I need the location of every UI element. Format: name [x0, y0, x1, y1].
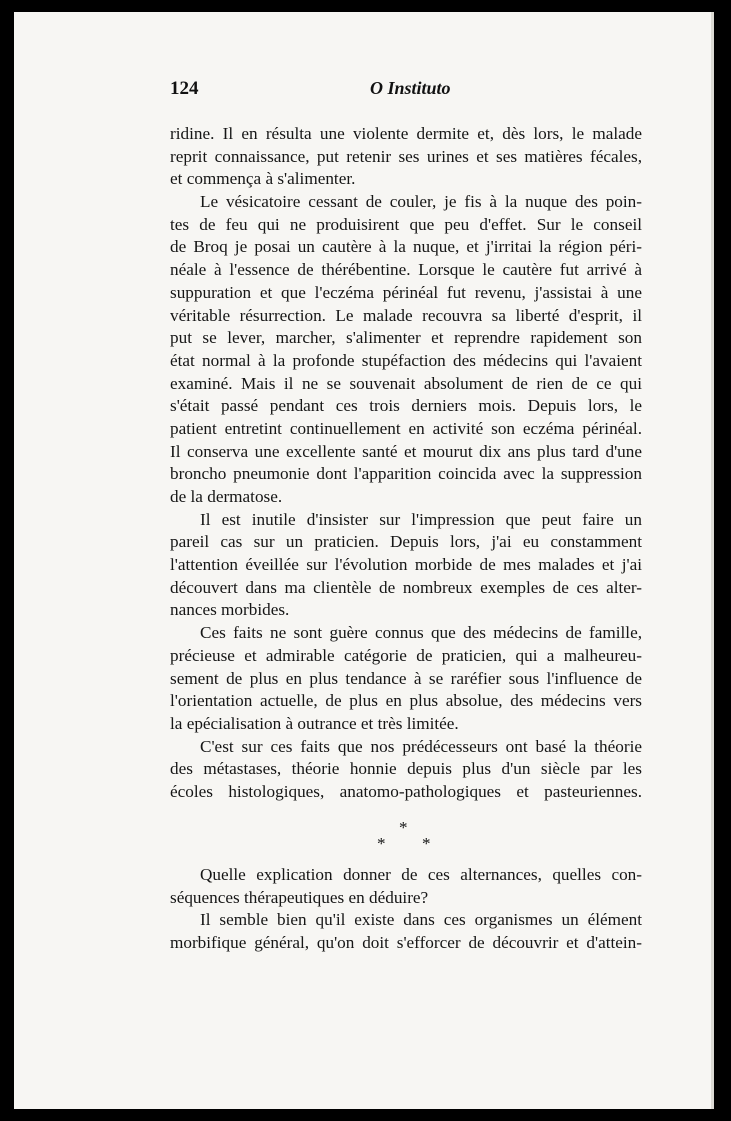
text-line: s'était passé pendant ces trois derniers mois. Depuis lors, le	[170, 396, 642, 416]
body-text-continued	[170, 864, 642, 955]
text-line: de la dermatose.	[170, 487, 283, 506]
text-line: écoles histologiques, anatomo-pathologiques et pasteuriennes.	[170, 781, 642, 801]
text-line: de Broq je posai un cautère à la nuque, et j'irritai la région péri-	[170, 237, 642, 257]
body-text	[170, 123, 642, 804]
text-line: Le vésicatoire cessant de couler, je fis à la nuque des poin-	[200, 192, 642, 212]
text-line: la epécialisation à outrance et très limitée.	[170, 713, 459, 733]
text-line: put se lever, marcher, s'alimenter et reprendre rapidement son	[170, 328, 642, 348]
text-line: C'est sur ces faits que nos prédécesseurs ont basé la théorie	[200, 736, 642, 756]
text-line: l'orientation actuelle, de plus en plus absolue, des médecins vers	[170, 691, 642, 711]
text-line: Ces faits ne sont guère connus que des médecins de famille,	[200, 623, 642, 643]
text-line: Il est inutile d'insister sur l'impression que peut faire un	[200, 509, 642, 529]
text-line: néale à l'essence de thérébentine. Lorsque le cautère fut arrivé à	[170, 260, 642, 280]
text-line: et commença à s'alimenter.	[170, 169, 356, 189]
asterisk-top: *	[399, 818, 408, 837]
text-line: l'attention éveillée sur l'évolution morbide de mes malades et j'ai	[170, 555, 642, 575]
text-line: patient entretint continuellement en activité son eczéma périnéal.	[170, 418, 642, 438]
text-line: Quelle explication donner de ces alternances, quelles con-	[200, 865, 642, 884]
text-line: séquences thérapeutiques en déduire?	[170, 887, 429, 907]
text-line: examiné. Mais il ne se souvenait absolument de rien de ce qui	[170, 373, 642, 393]
text-line: découvert dans ma clientèle de nombreux exemples de ces alter-	[170, 577, 642, 597]
text-line: précieuse et admirable catégorie de praticien, qui a malheureu-	[170, 645, 642, 665]
text-line: Il semble bien qu'il existe dans ces organismes un élément	[200, 910, 642, 930]
text-line: reprit connaissance, put retenir ses urines et ses matières fécales,	[170, 146, 642, 166]
text-line: des métastases, théorie honnie depuis plus d'un siècle par les	[170, 759, 642, 779]
text-line: nances morbides.	[170, 600, 290, 620]
text-line: véritable résurrection. Le malade recouvra sa liberté d'esprit, il	[170, 305, 642, 325]
page-number: 124	[170, 78, 199, 99]
text-line: broncho pneumonie dont l'apparition coincida avec la suppression	[170, 464, 642, 484]
page-edge-shadow	[711, 12, 714, 1109]
text-line: état normal à la profonde stupéfaction des médecins qui l'avaient	[170, 350, 642, 370]
page-header	[170, 78, 638, 104]
asterisk-left: *	[377, 834, 386, 853]
section-asterism	[170, 818, 642, 858]
asterisk-right: *	[422, 834, 431, 853]
text-line: Il conserva une excellente santé et mourut dix ans plus tard d'une	[170, 441, 642, 461]
running-title: O Instituto	[370, 78, 451, 98]
text-line: pareil cas sur un praticien. Depuis lors, j'ai eu constamment	[170, 532, 642, 552]
text-line: suppuration et que l'eczéma périnéal fut revenu, j'assistai à une	[170, 282, 642, 302]
text-line: sement de plus en plus tendance à se raréfier sous l'influence de	[170, 668, 642, 688]
text-line: morbifique général, qu'on doit s'efforcer de découvrir et d'attein-	[170, 933, 642, 953]
scanned-page	[14, 12, 714, 1109]
text-line: ridine. Il en résulta une violente dermite et, dès lors, le malade	[170, 124, 642, 143]
text-line: tes de feu qui ne produisirent que peu d'effet. Sur le conseil	[170, 214, 642, 234]
